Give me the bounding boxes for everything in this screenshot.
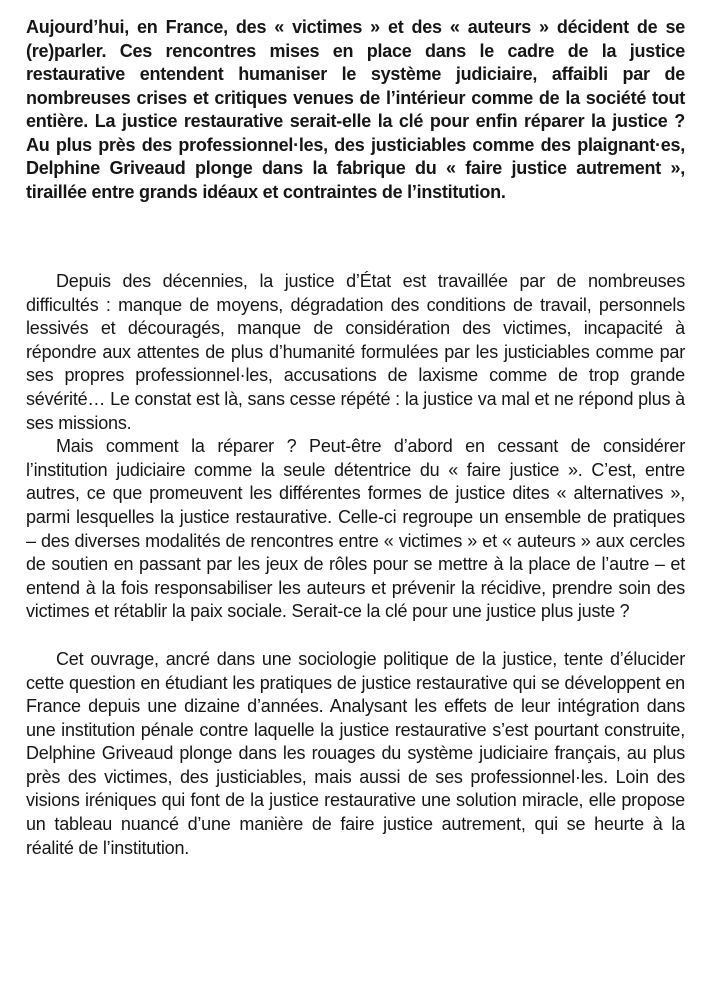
paragraph-spacer	[26, 624, 685, 648]
cover-blurb: Aujourd’hui, en France, des « victimes » et des « auteurs » décident de se (re)parler. Ces rencontres mises en place dans le cadre de la justice restaurative entendent humaniser le système judiciaire, affaibli par de nombreuses crises et critiques venues de l’intérieur comme de la société tout entière. La justice restaurative serait-elle la clé pour enfin réparer la justice ? Au plus près des professionnel·les, des justiciables comme des plaignant·es, Delphine Griveaud plonge dans la fabrique du « faire justice autrement », tiraillée entre grands idéaux et contraintes de l’institution.	[26, 17, 685, 202]
body-text	[26, 270, 685, 860]
paragraph-3: Cet ouvrage, ancré dans une sociologie politique de la justice, tente d’élucider cette question en étudiant les pratiques de justice restaurative qui se développent en France depuis une dizaine d’années. Analysant les effets de leur intégration dans une institution pénale contre laquelle la justice restaurative s’est pourtant construite, Delphine Griveaud plonge dans les rouages du système judiciaire français, au plus près des victimes, des justiciables, mais aussi de ses professionnel·les. Loin des visions iréniques qui font de la justice restaurative une solution miracle, elle propose un tableau nuancé d’une manière de faire justice autrement, qui se heurte à la réalité de l’institution.	[26, 648, 685, 858]
paragraph-2: Mais comment la réparer ? Peut-être d’abord en cessant de considérer l’institution judiciaire comme la seule détentrice du « faire justice ». C’est, entre autres, ce que promeuvent les différentes formes de justice dites « alternatives », parmi lesquelles la justice restaurative. Celle-ci regroupe un ensemble de pratiques – des diverses modalités de rencontres entre « victimes » et « auteurs » aux cercles de soutien en passant par les jeux de rôles pour se mettre à la place de l’autre – et entend à la fois responsabiliser les auteurs et prévenir la récidive, prendre soin des victimes et rétablir la paix sociale. Serait-ce la clé pour une justice plus juste ?	[26, 436, 685, 622]
paragraph-1: Depuis des décennies, la justice d’État est travaillée par de nombreuses difficultés : manque de moyens, dégradation des conditions de travail, personnels lessivés et découragés, manque de considération des victimes, incapacité à répondre aux attentes de plus d’humanité formulées par les justiciables comme par ses propres professionnel·les, accusations de laxisme comme de trop grande sévérité… Le constat est là, sans cesse répété : la justice va mal et ne répond plus à ses missions.	[26, 271, 685, 433]
